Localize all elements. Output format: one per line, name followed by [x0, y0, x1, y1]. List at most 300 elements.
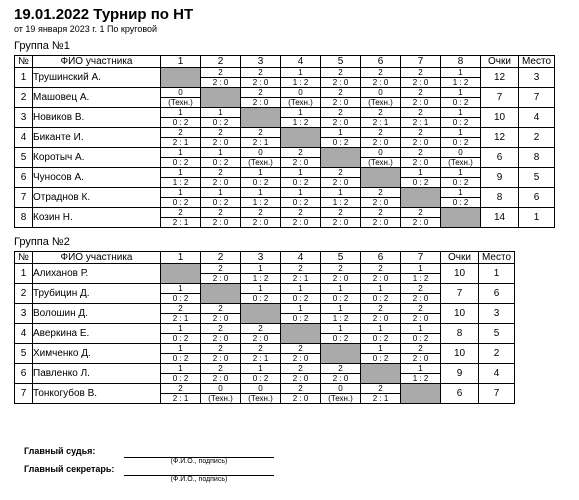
match-points: 2	[218, 304, 223, 313]
table-row	[15, 188, 555, 208]
participant-name: Алиханов Р.	[33, 264, 161, 284]
match-points: 2	[378, 108, 383, 117]
match-score: 1 : 2	[441, 77, 480, 87]
participant-name: Отраднов К.	[33, 188, 161, 208]
self-match-cell	[241, 108, 281, 128]
match-score: 2 : 0	[201, 273, 240, 283]
match-result-cell	[161, 344, 201, 364]
final-place: 6	[519, 188, 555, 208]
match-result-cell	[201, 304, 241, 324]
match-points: 2	[298, 264, 303, 273]
match-points: 2	[258, 68, 263, 77]
match-points: 1	[378, 284, 383, 293]
match-points: 2	[218, 168, 223, 177]
match-points: 1	[298, 108, 303, 117]
match-points: 2	[418, 68, 423, 77]
match-points: 1	[178, 188, 183, 197]
match-result-cell	[201, 384, 241, 404]
header-num: №	[15, 252, 33, 264]
match-score: 2 : 0	[241, 217, 280, 227]
match-score: 2 : 0	[321, 373, 360, 383]
match-result-cell	[161, 384, 201, 404]
row-number: 4	[15, 324, 33, 344]
match-score: 2 : 0	[281, 217, 320, 227]
match-result-cell	[161, 188, 201, 208]
self-match-cell	[441, 208, 481, 228]
match-score: (Техн.)	[361, 157, 400, 167]
match-score: 2 : 0	[401, 97, 440, 107]
match-points: 1	[298, 188, 303, 197]
match-points: 2	[418, 88, 423, 97]
match-score: 2 : 0	[241, 97, 280, 107]
match-points: 1	[418, 324, 423, 333]
secretary-signature-hint: (Ф.И.О., подпись)	[170, 476, 228, 483]
row-number: 1	[15, 68, 33, 88]
final-place: 6	[479, 284, 515, 304]
match-result-cell	[201, 324, 241, 344]
row-number: 3	[15, 304, 33, 324]
match-points: 0	[258, 384, 263, 393]
match-score: 2 : 1	[161, 137, 200, 147]
match-result-cell	[281, 384, 321, 404]
judge-signature-row	[14, 446, 574, 464]
final-place: 2	[519, 128, 555, 148]
match-result-cell	[401, 148, 441, 168]
total-points: 8	[441, 324, 479, 344]
match-result-cell	[161, 168, 201, 188]
self-match-cell	[281, 128, 321, 148]
match-score: 0 : 2	[441, 137, 480, 147]
table-row	[15, 208, 555, 228]
group-title: Группа №1	[14, 40, 70, 52]
match-points: 1	[458, 188, 463, 197]
match-points: 1	[458, 68, 463, 77]
match-result-cell	[401, 324, 441, 344]
match-points: 2	[418, 284, 423, 293]
group-title: Группа №2	[14, 236, 70, 248]
match-points: 1	[418, 168, 423, 177]
match-score: 0 : 2	[401, 177, 440, 187]
match-score: 2 : 0	[361, 197, 400, 207]
match-result-cell	[201, 108, 241, 128]
match-points: 1	[418, 364, 423, 373]
row-number: 6	[15, 364, 33, 384]
match-score: 2 : 0	[201, 137, 240, 147]
match-result-cell	[281, 264, 321, 284]
participant-name: Коротыч А.	[33, 148, 161, 168]
match-result-cell	[361, 208, 401, 228]
match-result-cell	[361, 304, 401, 324]
match-points: 2	[338, 208, 343, 217]
match-score: 0 : 2	[361, 333, 400, 343]
row-number: 4	[15, 128, 33, 148]
final-place: 3	[479, 304, 515, 324]
match-result-cell	[361, 108, 401, 128]
match-score: 0 : 2	[201, 197, 240, 207]
final-place: 2	[479, 344, 515, 364]
row-number: 7	[15, 384, 33, 404]
participant-name: Тонкогубов В.	[33, 384, 161, 404]
header-opponent-3: 3	[241, 56, 281, 68]
match-score: 2 : 1	[401, 117, 440, 127]
match-points: 2	[418, 344, 423, 353]
match-result-cell	[161, 304, 201, 324]
match-points: 1	[258, 364, 263, 373]
header-opponent-6: 6	[361, 56, 401, 68]
match-points: 2	[338, 68, 343, 77]
match-score: 0 : 2	[441, 117, 480, 127]
match-points: 1	[178, 324, 183, 333]
secretary-signature-row	[14, 464, 574, 482]
match-result-cell	[281, 304, 321, 324]
match-points: 1	[178, 364, 183, 373]
match-points: 2	[298, 364, 303, 373]
match-score: 0 : 2	[161, 157, 200, 167]
match-points: 2	[378, 384, 383, 393]
match-result-cell	[361, 68, 401, 88]
match-result-cell	[201, 364, 241, 384]
match-points: 1	[338, 128, 343, 137]
match-score: 2 : 0	[401, 217, 440, 227]
secretary-label: Главный секретарь:	[24, 464, 115, 474]
final-place: 1	[519, 208, 555, 228]
match-points: 2	[298, 344, 303, 353]
table-row	[15, 168, 555, 188]
final-place: 4	[519, 108, 555, 128]
total-points: 10	[441, 304, 479, 324]
match-points: 1	[178, 284, 183, 293]
match-score: 0 : 2	[281, 177, 320, 187]
match-score: (Техн.)	[161, 97, 200, 107]
match-result-cell	[241, 364, 281, 384]
match-result-cell	[441, 128, 481, 148]
match-points: 0	[338, 384, 343, 393]
self-match-cell	[241, 304, 281, 324]
total-points: 6	[441, 384, 479, 404]
match-result-cell	[201, 168, 241, 188]
match-score: 2 : 0	[361, 273, 400, 283]
match-points: 2	[218, 344, 223, 353]
match-points: 1	[458, 108, 463, 117]
match-score: 0 : 2	[241, 293, 280, 303]
participant-name: Трушинский А.	[33, 68, 161, 88]
match-result-cell	[441, 68, 481, 88]
table-row	[15, 364, 515, 384]
final-place: 1	[479, 264, 515, 284]
row-number: 8	[15, 208, 33, 228]
match-points: 2	[378, 68, 383, 77]
header-opponent-5: 5	[321, 56, 361, 68]
table-row	[15, 148, 555, 168]
match-result-cell	[281, 68, 321, 88]
match-score: 0 : 2	[241, 177, 280, 187]
match-result-cell	[361, 344, 401, 364]
match-points: 1	[458, 88, 463, 97]
match-points: 1	[258, 284, 263, 293]
total-points: 10	[441, 264, 479, 284]
match-score: 0 : 2	[321, 137, 360, 147]
match-result-cell	[361, 128, 401, 148]
match-score: 2 : 1	[241, 353, 280, 363]
header-place: Место	[519, 56, 555, 68]
match-result-cell	[201, 68, 241, 88]
match-score: 0 : 2	[161, 117, 200, 127]
match-result-cell	[241, 208, 281, 228]
match-result-cell	[321, 128, 361, 148]
match-score: 2 : 1	[361, 117, 400, 127]
match-points: 0	[178, 88, 183, 97]
participant-name: Биканте И.	[33, 128, 161, 148]
match-result-cell	[241, 168, 281, 188]
match-points: 2	[298, 208, 303, 217]
match-score: (Техн.)	[201, 393, 240, 403]
table-row	[15, 384, 515, 404]
match-score: 1 : 2	[281, 117, 320, 127]
match-points: 1	[258, 168, 263, 177]
header-opponent-1: 1	[161, 252, 201, 264]
match-result-cell	[401, 168, 441, 188]
header-points: Очки	[441, 252, 479, 264]
header-name: ФИО участника	[33, 252, 161, 264]
match-points: 0	[458, 148, 463, 157]
match-result-cell	[201, 264, 241, 284]
match-score: (Техн.)	[441, 157, 480, 167]
participant-name: Аверкина Е.	[33, 324, 161, 344]
self-match-cell	[361, 168, 401, 188]
match-score: 0 : 2	[241, 373, 280, 383]
header-points: Очки	[481, 56, 519, 68]
match-score: 1 : 2	[401, 373, 440, 383]
header-opponent-7: 7	[401, 252, 441, 264]
match-result-cell	[441, 168, 481, 188]
match-result-cell	[361, 284, 401, 304]
match-result-cell	[241, 384, 281, 404]
match-score: 1 : 2	[321, 197, 360, 207]
match-score: 2 : 0	[361, 313, 400, 323]
match-score: 2 : 1	[361, 393, 400, 403]
match-points: 2	[218, 128, 223, 137]
match-points: 2	[338, 364, 343, 373]
match-result-cell	[441, 108, 481, 128]
match-score: 1 : 2	[241, 273, 280, 283]
page-title: 19.01.2022 Турнир по НТ	[14, 6, 194, 23]
match-points: 1	[338, 188, 343, 197]
match-result-cell	[241, 88, 281, 108]
match-result-cell	[241, 284, 281, 304]
match-score: 2 : 0	[201, 313, 240, 323]
match-points: 0	[378, 148, 383, 157]
total-points: 12	[481, 128, 519, 148]
match-result-cell	[161, 88, 201, 108]
match-score: 2 : 0	[321, 273, 360, 283]
match-result-cell	[361, 384, 401, 404]
table-header-row	[15, 56, 555, 68]
participant-name: Новиков В.	[33, 108, 161, 128]
header-opponent-7: 7	[401, 56, 441, 68]
match-points: 1	[458, 168, 463, 177]
final-place: 4	[479, 364, 515, 384]
final-place: 7	[519, 88, 555, 108]
match-score: 2 : 1	[161, 313, 200, 323]
match-points: 2	[378, 304, 383, 313]
row-number: 1	[15, 264, 33, 284]
match-result-cell	[161, 208, 201, 228]
match-result-cell	[441, 188, 481, 208]
self-match-cell	[401, 188, 441, 208]
match-score: 2 : 0	[401, 77, 440, 87]
match-score: 2 : 0	[321, 177, 360, 187]
header-opponent-3: 3	[241, 252, 281, 264]
participant-name: Химченко Д.	[33, 344, 161, 364]
table-row	[15, 108, 555, 128]
page-subtitle: от 19 января 2023 г. 1 По круговой	[14, 24, 158, 34]
row-number: 5	[15, 344, 33, 364]
match-points: 2	[298, 384, 303, 393]
match-points: 2	[338, 264, 343, 273]
match-result-cell	[161, 364, 201, 384]
match-score: (Техн.)	[281, 97, 320, 107]
match-result-cell	[361, 188, 401, 208]
match-result-cell	[321, 188, 361, 208]
match-score: 2 : 0	[321, 77, 360, 87]
match-result-cell	[401, 284, 441, 304]
table-row	[15, 304, 515, 324]
match-result-cell	[281, 284, 321, 304]
match-result-cell	[241, 128, 281, 148]
match-points: 2	[378, 128, 383, 137]
match-score: 2 : 0	[281, 373, 320, 383]
match-points: 2	[418, 148, 423, 157]
match-points: 2	[258, 344, 263, 353]
match-points: 2	[258, 208, 263, 217]
match-score: 2 : 0	[201, 373, 240, 383]
participant-name: Чуносов А.	[33, 168, 161, 188]
match-points: 2	[418, 208, 423, 217]
match-result-cell	[401, 344, 441, 364]
match-score: 2 : 1	[161, 393, 200, 403]
match-result-cell	[281, 88, 321, 108]
match-score: 2 : 0	[361, 217, 400, 227]
match-result-cell	[201, 208, 241, 228]
match-score: 0 : 2	[161, 293, 200, 303]
match-result-cell	[401, 264, 441, 284]
group-section-1	[14, 40, 579, 228]
match-points: 2	[338, 108, 343, 117]
match-score: 0 : 2	[281, 197, 320, 207]
match-score: 0 : 2	[161, 373, 200, 383]
match-result-cell	[321, 284, 361, 304]
match-points: 2	[218, 68, 223, 77]
match-result-cell	[321, 68, 361, 88]
match-result-cell	[281, 208, 321, 228]
match-score: 2 : 0	[201, 217, 240, 227]
table-header-row	[15, 252, 515, 264]
self-match-cell	[321, 148, 361, 168]
match-points: 1	[218, 108, 223, 117]
match-result-cell	[361, 148, 401, 168]
match-score: 2 : 0	[401, 293, 440, 303]
self-match-cell	[201, 284, 241, 304]
match-points: 1	[458, 128, 463, 137]
table-row	[15, 68, 555, 88]
match-result-cell	[321, 208, 361, 228]
match-points: 1	[258, 264, 263, 273]
header-opponent-4: 4	[281, 252, 321, 264]
match-result-cell	[321, 88, 361, 108]
table-row	[15, 324, 515, 344]
match-score: 1 : 2	[321, 313, 360, 323]
match-result-cell	[201, 148, 241, 168]
match-score: 0 : 2	[361, 293, 400, 303]
match-score: 0 : 2	[281, 313, 320, 323]
match-result-cell	[161, 108, 201, 128]
match-points: 1	[298, 168, 303, 177]
match-points: 2	[338, 168, 343, 177]
table-row	[15, 284, 515, 304]
match-score: 0 : 2	[201, 157, 240, 167]
match-points: 1	[378, 344, 383, 353]
table-row	[15, 88, 555, 108]
match-points: 2	[218, 324, 223, 333]
match-points: 2	[378, 264, 383, 273]
match-result-cell	[321, 108, 361, 128]
match-points: 2	[418, 108, 423, 117]
match-score: 2 : 0	[201, 353, 240, 363]
participant-name: Трубицин Д.	[33, 284, 161, 304]
match-score: 2 : 0	[401, 157, 440, 167]
match-score: (Техн.)	[241, 157, 280, 167]
match-result-cell	[241, 188, 281, 208]
match-score: 2 : 1	[241, 137, 280, 147]
match-score: 0 : 2	[161, 197, 200, 207]
table-row	[15, 128, 555, 148]
match-points: 1	[218, 188, 223, 197]
total-points: 14	[481, 208, 519, 228]
header-opponent-8: 8	[441, 56, 481, 68]
groups-container	[14, 40, 579, 404]
match-result-cell	[161, 148, 201, 168]
final-place: 5	[519, 168, 555, 188]
match-score: 2 : 0	[281, 157, 320, 167]
match-result-cell	[281, 344, 321, 364]
match-score: 2 : 0	[401, 313, 440, 323]
match-result-cell	[321, 324, 361, 344]
match-result-cell	[281, 168, 321, 188]
match-result-cell	[361, 324, 401, 344]
header-opponent-1: 1	[161, 56, 201, 68]
match-result-cell	[241, 344, 281, 364]
match-result-cell	[281, 108, 321, 128]
match-points: 0	[298, 88, 303, 97]
match-points: 1	[178, 148, 183, 157]
match-points: 0	[378, 88, 383, 97]
match-result-cell	[401, 364, 441, 384]
match-points: 1	[258, 188, 263, 197]
total-points: 6	[481, 148, 519, 168]
table-row	[15, 344, 515, 364]
row-number: 2	[15, 88, 33, 108]
match-result-cell	[281, 364, 321, 384]
match-points: 2	[178, 304, 183, 313]
match-points: 2	[378, 188, 383, 197]
match-score: 1 : 2	[161, 177, 200, 187]
match-score: 0 : 2	[361, 353, 400, 363]
self-match-cell	[161, 264, 201, 284]
match-points: 0	[218, 384, 223, 393]
participant-name: Павленко Л.	[33, 364, 161, 384]
row-number: 3	[15, 108, 33, 128]
match-points: 1	[178, 168, 183, 177]
